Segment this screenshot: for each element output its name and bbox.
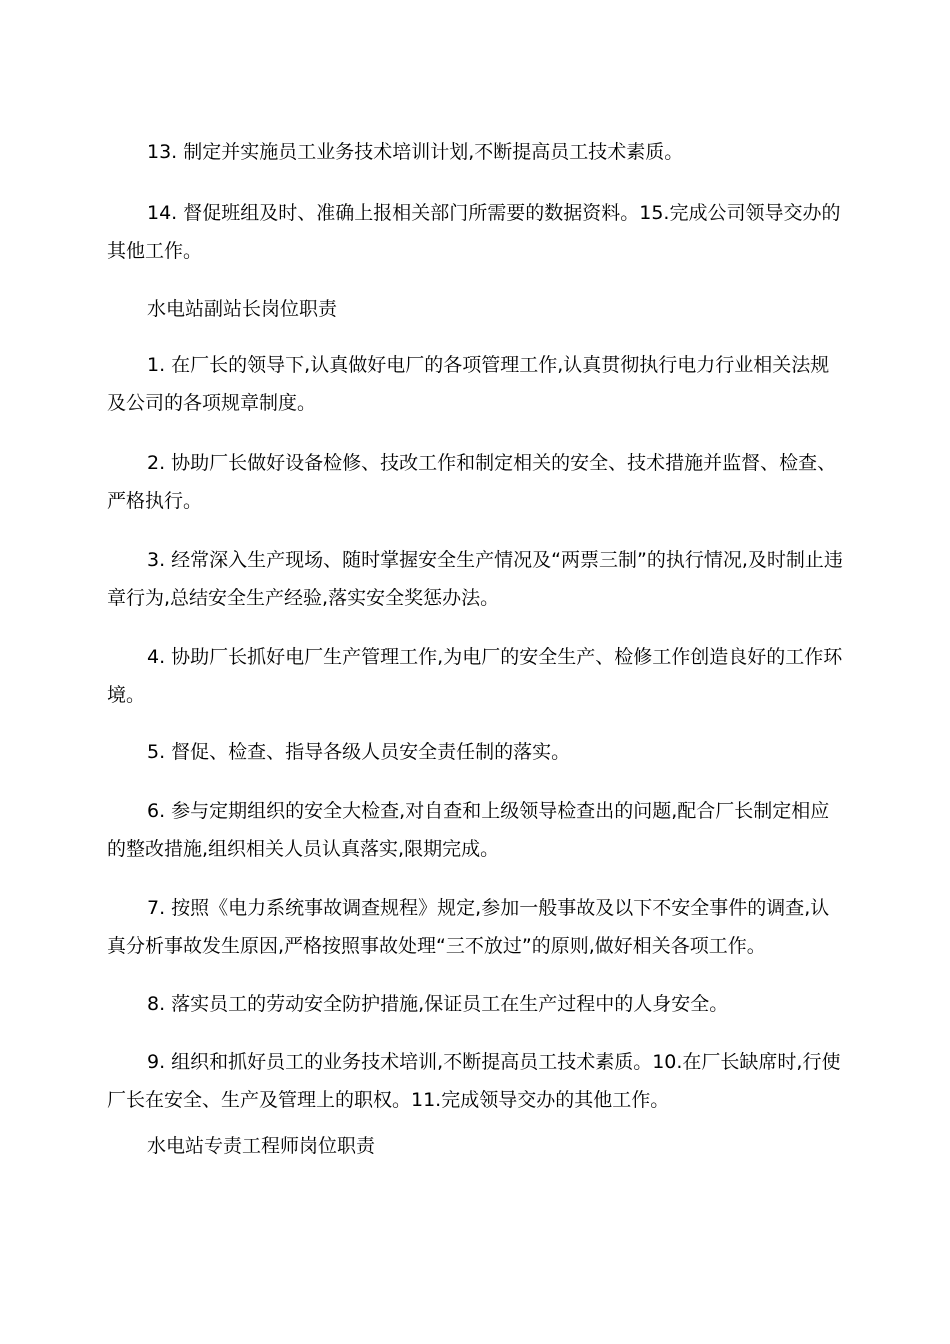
paragraph-item-8: 8. 落实员工的劳动安全防护措施,保证员工在生产过程中的人身安全。 [147,993,729,1015]
paragraph-item-5: 5. 督促、检查、指导各级人员安全责任制的落实。 [147,741,571,763]
section-heading-chief-engineer: 水电站专责工程师岗位职责 [147,1135,376,1157]
paragraph-item-14-15: 14. 督促班组及时、准确上报相关部门所需要的数据资料。15.完成公司领导交办的其他工作。 [107,202,841,262]
paragraph-item-13: 13. 制定并实施员工业务技术培训计划,不断提高员工技术素质。 [147,141,684,163]
section-heading-deputy-station-manager: 水电站副站长岗位职责 [147,298,338,320]
paragraph-item-9-11: 9. 组织和抓好员工的业务技术培训,不断提高员工技术素质。10.在厂长缺席时,行使厂长在安全、生产及管理上的职权。11.完成领导交办的其他工作。 [107,1051,841,1111]
paragraph-item-7: 7. 按照《电力系统事故调查规程》规定,参加一般事故及以下不安全事件的调查,认真分析事故发生原因,严格按照事故处理“三不放过”的原则,做好相关各项工作。 [107,897,830,957]
paragraph-item-6: 6. 参与定期组织的安全大检查,对自查和上级领导检查出的问题,配合厂长制定相应的整改措施,组织相关人员认真落实,限期完成。 [107,800,830,860]
paragraph-item-2: 2. 协助厂长做好设备检修、技改工作和制定相关的安全、技术措施并监督、检查、严格执行。 [107,452,837,512]
paragraph-item-1: 1. 在厂长的领导下,认真做好电厂的各项管理工作,认真贯彻执行电力行业相关法规及公司的各项规章制度。 [107,354,830,414]
paragraph-item-4: 4. 协助厂长抓好电厂生产管理工作,为电厂的安全生产、检修工作创造良好的工作环境。 [107,646,843,706]
paragraph-item-3: 3. 经常深入生产现场、随时掌握安全生产情况及“两票三制”的执行情况,及时制止违章行为,总结安全生产经验,落实安全奖惩办法。 [107,549,843,609]
